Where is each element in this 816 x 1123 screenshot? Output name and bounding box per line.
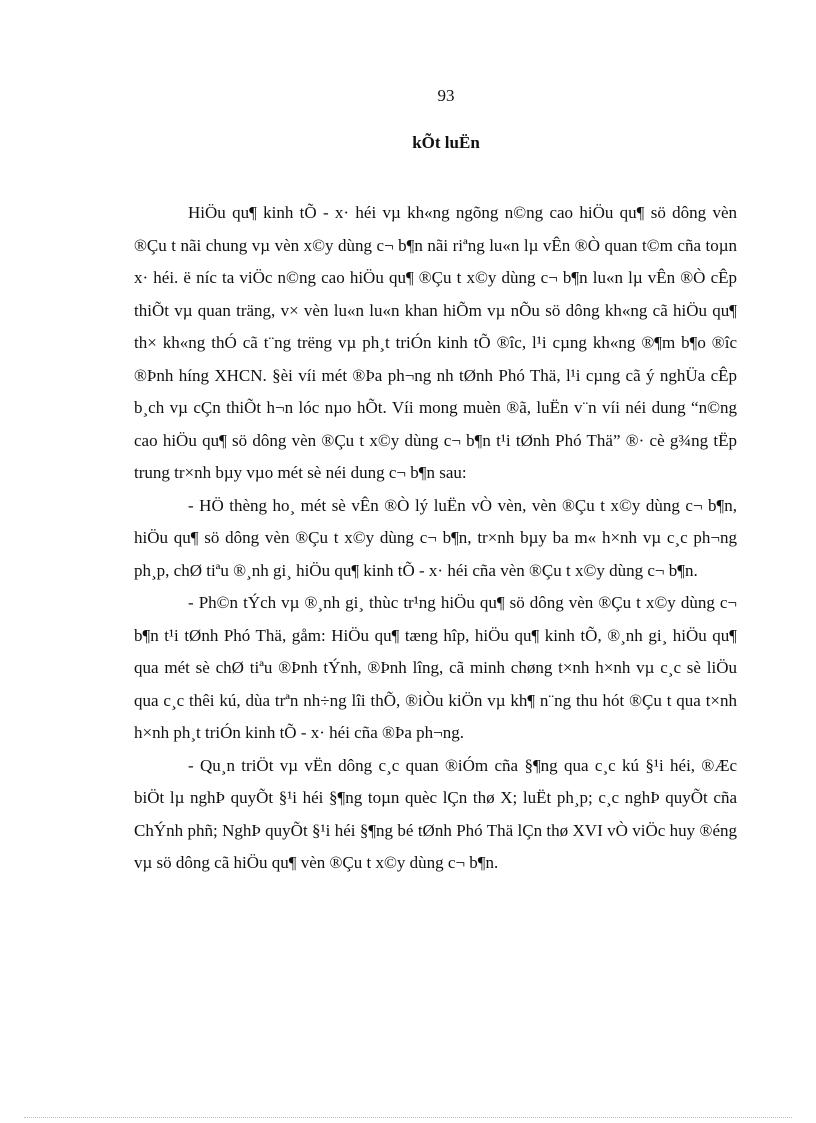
section-title: kÕt luËn xyxy=(412,133,480,152)
page-number: 93 xyxy=(437,86,455,105)
footer-divider xyxy=(24,1117,792,1118)
paragraph-point-1: - HÖ thèng ho¸ mét sè vÊn ®Ò lý luËn vÒ vèn, vèn ®Çu t x©y dùng c¬ b¶n, hiÖu qu¶ sö dông vèn ®Çu t x©y dùng c¬ b¶n, tr×nh bµy ba m« h×nh vµ c¸c ph¬ng ph¸p, chØ tiªu ®¸nh gi¸ hiÖu qu¶ kinh tÕ - x· héi cña vèn ®Çu t x©y dùng c¬ b¶n. xyxy=(134,495,737,580)
paragraph-point-3: - Qu¸n triÖt vµ vËn dông c¸c quan ®iÓm cña §¶ng qua c¸c kú §¹i héi, ®Æc biÖt lµ nghÞ quyÕt §¹i héi §¶ng toµn quèc lÇn thø X; luËt ph¸p; c¸c nghÞ quyÕt cña ChÝnh phñ; NghÞ quyÕt §¹i héi §¶ng bé tØnh Phó Thä lÇn thø XVI vÒ viÖc huy ®éng vµ sö dông cã hiÖu qu¶ vèn ®Çu t x©y dùng c¬ b¶n. xyxy=(134,755,737,872)
body-text xyxy=(134,197,737,880)
paragraph-point-2: - Ph©n tÝch vµ ®¸nh gi¸ thùc tr¹ng hiÖu qu¶ sö dông vèn ®Çu t x©y dùng c¬ b¶n t¹i tØnh Phó Thä, gåm: HiÖu qu¶ tæng hîp, hiÖu qu¶ kinh tÕ, ®¸nh gi¸ hiÖu qu¶ qua mét sè chØ tiªu ®Þnh tÝnh, ®Þnh lîng, cã minh chøng t×nh h×nh vµ c¸c sè liÖu qua c¸c thêi kú, dùa trªn nh÷ng lîi thÕ, ®iÒu kiÖn vµ kh¶ n¨ng thu hót ®Çu t qua t×nh h×nh ph¸t triÓn kinh tÕ - x· héi cña ®Þa ph¬ng. xyxy=(134,593,737,742)
paragraph-intro: HiÖu qu¶ kinh tÕ - x· héi vµ kh«ng ngõng n©ng cao hiÖu qu¶ sö dông vèn ®Çu t nãi chung vµ vèn x©y dùng c¬ b¶n nãi riªng lu«n lµ vÊn ®Ò quan t©m cña toµn x· héi. ë níc ta viÖc n©ng cao hiÖu qu¶ ®Çu t x©y dùng c¬ b¶n lu«n lµ vÊn ®Ò cÊp thiÕt vµ quan träng, v× vèn lu«n lu«n khan hiÕm vµ nÕu sö dông kh«ng cã hiÖu qu¶ th× kh«ng thÓ cã t¨ng trëng vµ ph¸t triÓn kinh tÕ ®îc, l¹i cµng kh«ng ®¶m b¶o ®îc ®Þnh híng XHCN. §èi víi mét ®Þa ph¬ng nh tØnh Phó Thä, l¹i cµng cã ý nghÜa cÊp b¸ch vµ cÇn thiÕt h¬n lóc nµo hÕt. Víi mong muèn ®ã, luËn v¨n víi néi dung “n©ng cao hiÖu qu¶ sö dông vèn ®Çu t x©y dùng c¬ b¶n t¹i tØnh Phó Thä” ®· cè g¾ng tËp trung tr×nh bµy vµo mét sè néi dung c¬ b¶n sau: xyxy=(134,203,737,482)
